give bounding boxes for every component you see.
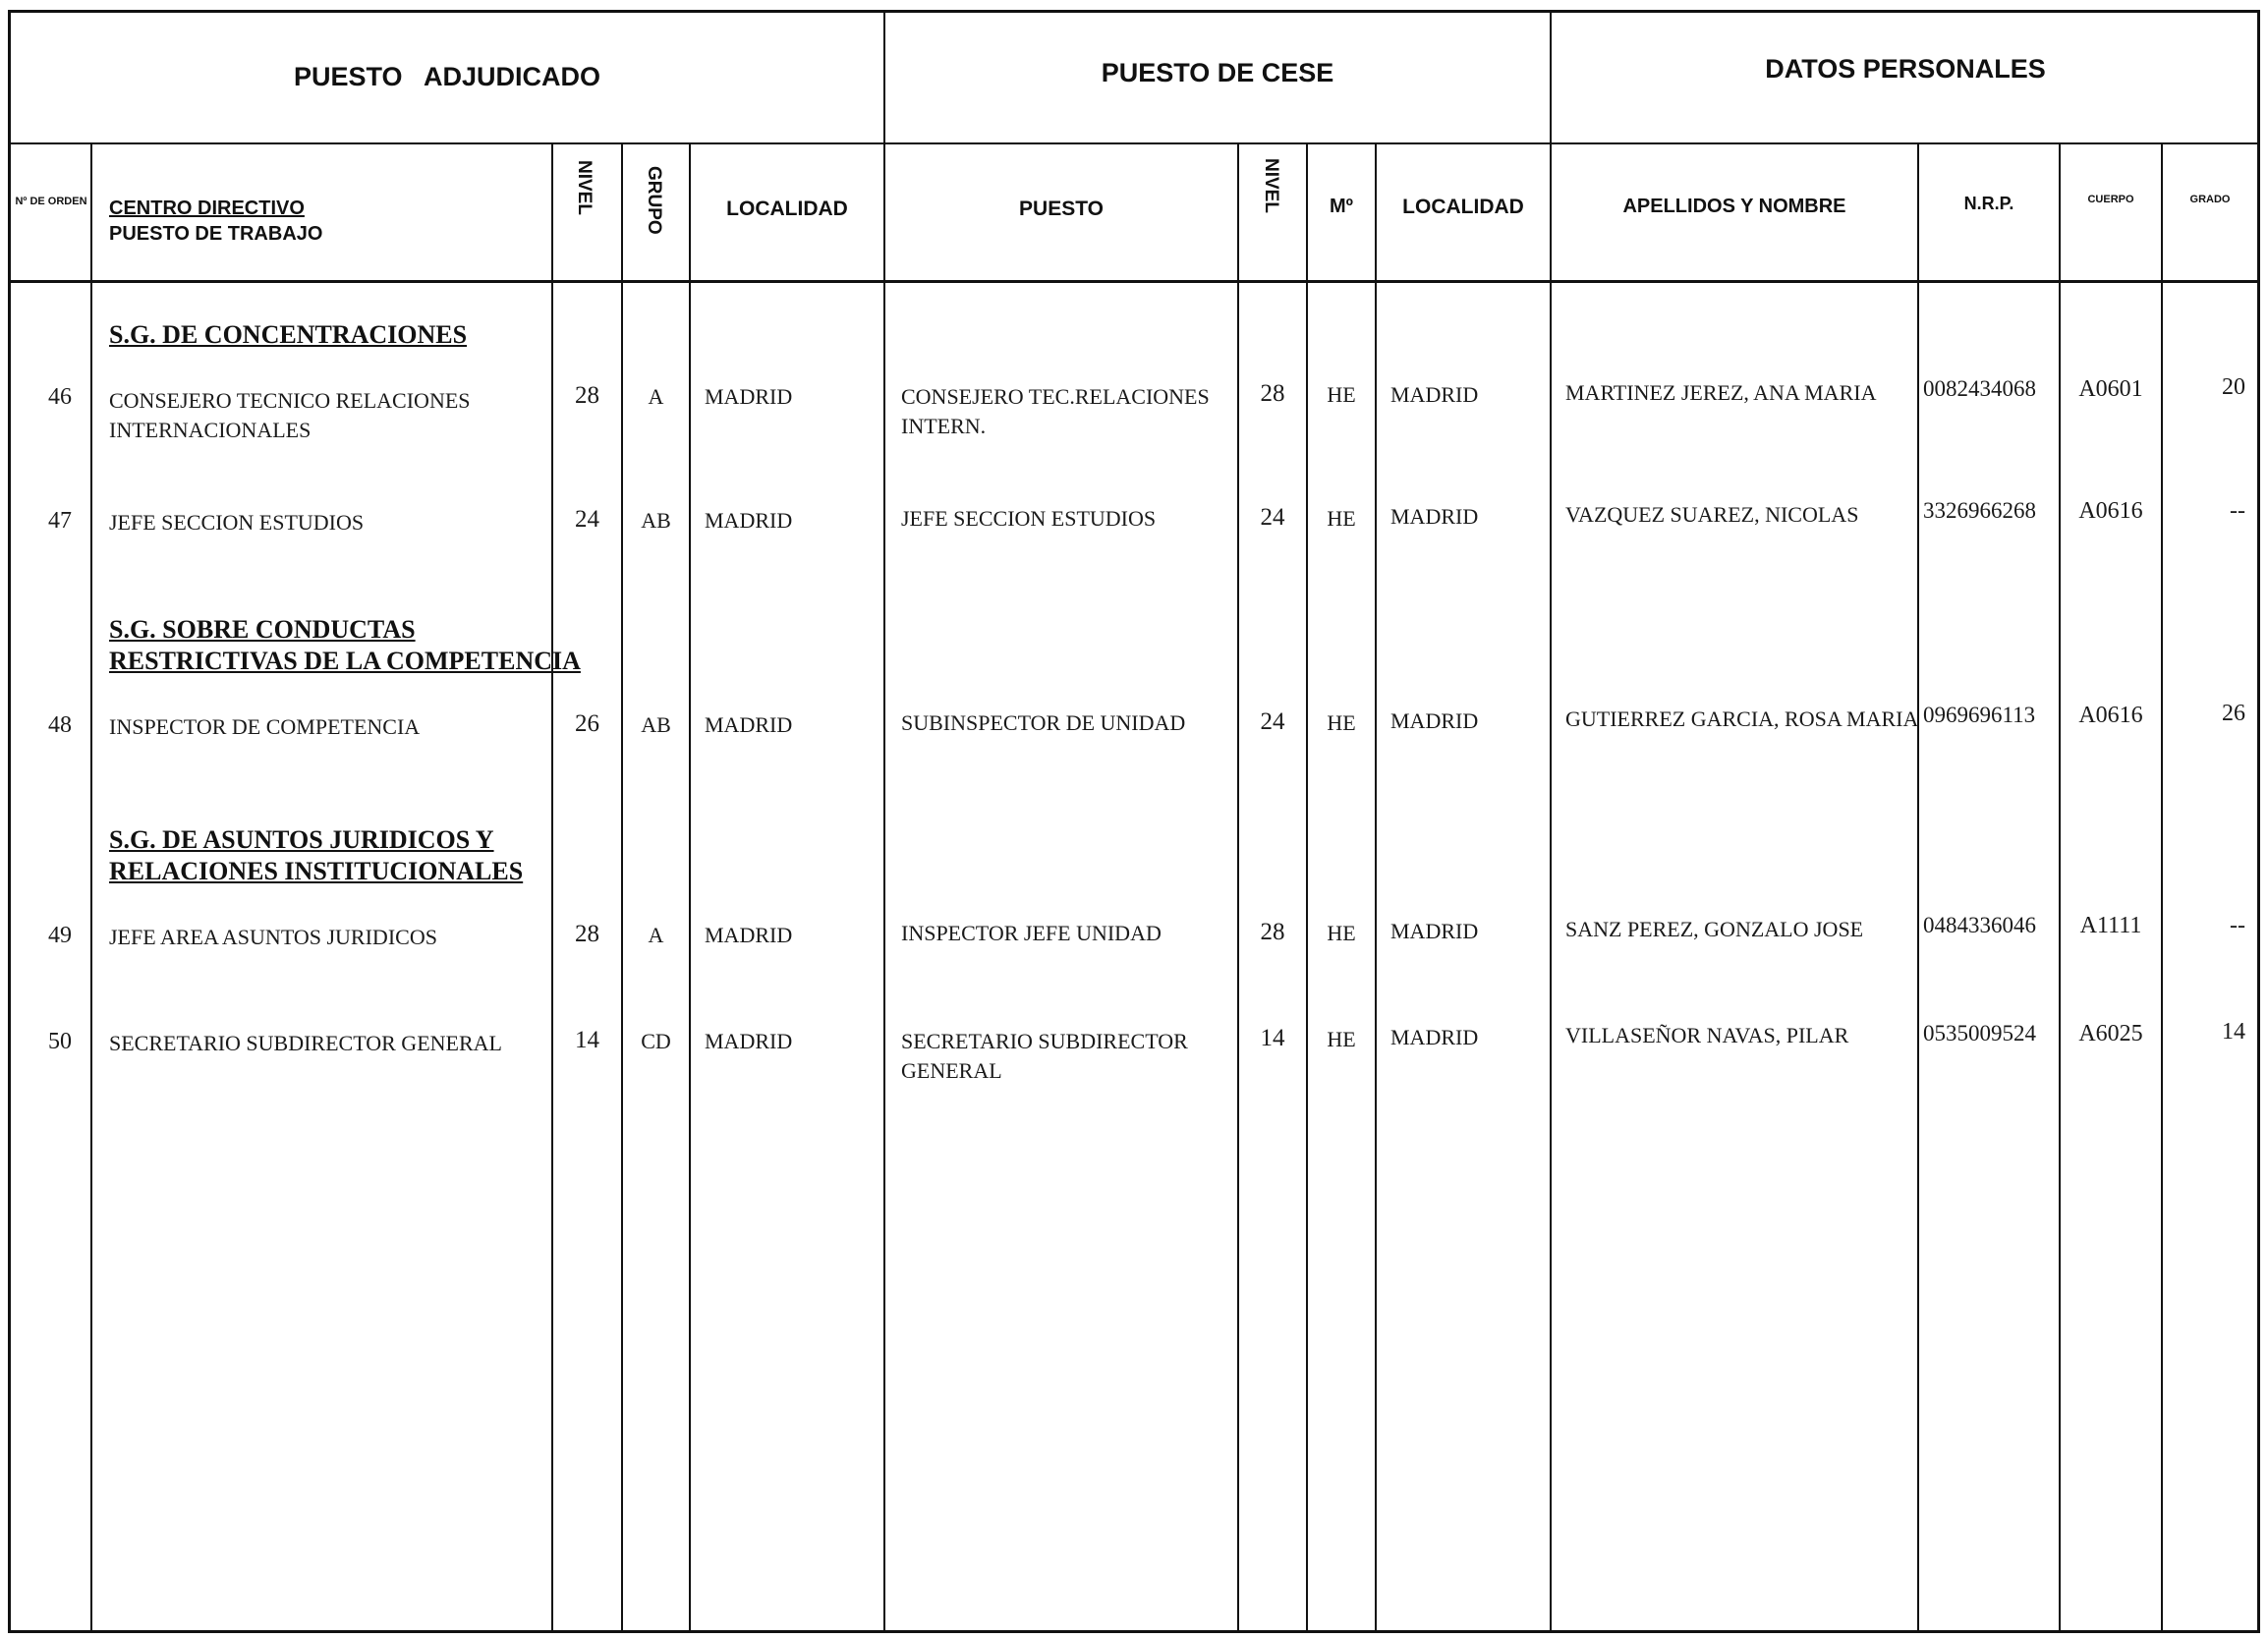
row-puesto-trabajo: INSPECTOR DE COMPETENCIA xyxy=(109,714,421,739)
row-localidad-cese: MADRID xyxy=(1390,1025,1479,1049)
row-orden: 50 xyxy=(48,1029,72,1054)
group-divider xyxy=(1550,13,1552,1630)
row-grupo: A xyxy=(648,384,664,409)
row-mo: HE xyxy=(1327,921,1356,945)
row-grupo: AB xyxy=(641,712,671,737)
row-nivel: 26 xyxy=(575,710,599,737)
row-orden: 48 xyxy=(48,712,72,738)
col-divider xyxy=(1237,144,1239,1630)
row-grado: 26 xyxy=(2222,701,2245,726)
row-mo: HE xyxy=(1327,1027,1356,1051)
col-header-grado: GRADO xyxy=(2189,194,2231,205)
row-nrp: 0082434068 xyxy=(1923,376,2036,401)
group-header-divider xyxy=(11,142,2257,144)
col-divider xyxy=(2161,144,2163,1630)
row-puesto-cese: JEFE SECCION ESTUDIOS xyxy=(901,506,1157,531)
col-header-orden-label: Nº DE ORDEN xyxy=(15,196,87,207)
row-nivel: 28 xyxy=(575,921,599,947)
col-divider xyxy=(551,144,553,1630)
section-heading: S.G. DE ASUNTOS JURIDICOS Y RELACIONES INSTITUCIONALES xyxy=(109,825,524,885)
col-header-cuerpo: CUERPO xyxy=(2087,194,2134,205)
group-header-puesto-adjudicado: PUESTO ADJUDICADO xyxy=(293,62,601,91)
row-puesto-trabajo: JEFE SECCION ESTUDIOS xyxy=(109,510,365,535)
group-divider xyxy=(883,13,885,1630)
col-divider xyxy=(1306,144,1308,1630)
row-cuerpo: A6025 xyxy=(2078,1021,2143,1046)
row-localidad-cese: MADRID xyxy=(1390,382,1479,407)
row-nivel-cese: 28 xyxy=(1260,919,1285,945)
row-localidad: MADRID xyxy=(705,712,793,737)
row-apellidos-nombre: GUTIERREZ GARCIA, ROSA MARIA xyxy=(1565,706,1919,731)
row-localidad: MADRID xyxy=(705,923,793,947)
row-localidad-cese: MADRID xyxy=(1390,919,1479,943)
row-nrp: 0969696113 xyxy=(1923,703,2036,727)
row-orden: 46 xyxy=(48,384,72,410)
row-apellidos-nombre: VAZQUEZ SUAREZ, NICOLAS xyxy=(1565,502,1859,527)
row-cuerpo: A1111 xyxy=(2079,913,2142,938)
row-nivel-cese: 24 xyxy=(1260,708,1285,735)
row-orden: 47 xyxy=(48,508,72,534)
row-grado: -- xyxy=(2230,913,2245,938)
row-nrp: 3326966268 xyxy=(1923,498,2036,523)
row-grupo: CD xyxy=(641,1029,671,1053)
row-apellidos-nombre: SANZ PEREZ, GONZALO JOSE xyxy=(1565,917,1864,941)
col-header-puesto: PUESTO xyxy=(1019,198,1104,220)
row-localidad-cese: MADRID xyxy=(1390,708,1479,733)
row-mo: HE xyxy=(1327,710,1356,735)
col-header-puesto-trabajo: PUESTO DE TRABAJO xyxy=(109,223,323,245)
col-divider xyxy=(90,144,92,1630)
col-divider xyxy=(2059,144,2061,1630)
group-header-puesto-cese: PUESTO DE CESE xyxy=(1101,58,1334,87)
row-grupo: A xyxy=(648,923,664,947)
document-table xyxy=(8,10,2260,1633)
row-localidad: MADRID xyxy=(705,384,793,409)
row-nivel: 24 xyxy=(575,506,599,533)
row-nivel-cese: 24 xyxy=(1260,504,1285,531)
row-mo: HE xyxy=(1327,382,1356,407)
col-header-orden xyxy=(15,196,87,208)
section-heading: S.G. DE CONCENTRACIONES xyxy=(109,320,468,349)
row-nivel-cese: 14 xyxy=(1260,1025,1285,1051)
row-puesto-cese: CONSEJERO TEC.RELACIONES INTERN. xyxy=(901,384,1210,438)
row-puesto-cese: SECRETARIO SUBDIRECTOR GENERAL xyxy=(901,1029,1188,1083)
row-apellidos-nombre: VILLASEÑOR NAVAS, PILAR xyxy=(1565,1023,1849,1047)
row-grado: -- xyxy=(2230,498,2245,524)
row-nrp: 0535009524 xyxy=(1923,1021,2036,1046)
col-header-centro-directivo: CENTRO DIRECTIVO xyxy=(109,198,305,219)
col-header-mo: Mº xyxy=(1330,196,1353,217)
row-mo: HE xyxy=(1327,506,1356,531)
row-grado: 14 xyxy=(2222,1019,2245,1045)
col-divider xyxy=(689,144,691,1630)
col-header-nivel-cese: NIVEL xyxy=(1261,158,1281,213)
row-localidad: MADRID xyxy=(705,1029,793,1053)
row-cuerpo: A0616 xyxy=(2078,703,2143,728)
row-grado: 20 xyxy=(2222,374,2245,400)
group-header-datos-personales: DATOS PERSONALES xyxy=(1765,54,2046,84)
row-grupo: AB xyxy=(641,508,671,533)
row-nivel: 14 xyxy=(575,1027,599,1053)
row-nivel-cese: 28 xyxy=(1260,380,1285,407)
section-heading: S.G. SOBRE CONDUCTAS RESTRICTIVAS DE LA COMPETENCIA xyxy=(109,615,581,675)
row-puesto-trabajo: CONSEJERO TECNICO RELACIONES INTERNACIONALES xyxy=(109,388,471,442)
row-puesto-trabajo: SECRETARIO SUBDIRECTOR GENERAL xyxy=(109,1031,502,1055)
row-apellidos-nombre: MARTINEZ JEREZ, ANA MARIA xyxy=(1565,380,1877,405)
col-header-nrp: N.R.P. xyxy=(1963,194,2014,213)
row-localidad-cese: MADRID xyxy=(1390,504,1479,529)
row-puesto-cese: INSPECTOR JEFE UNIDAD xyxy=(901,921,1162,945)
col-header-nivel: NIVEL xyxy=(574,160,595,215)
col-header-localidad: LOCALIDAD xyxy=(726,198,848,220)
col-header-apellidos-nombre: APELLIDOS Y NOMBRE xyxy=(1622,196,1846,217)
col-divider xyxy=(1917,144,1919,1630)
col-header-grupo: GRUPO xyxy=(644,166,664,235)
row-nrp: 0484336046 xyxy=(1923,913,2036,937)
row-localidad: MADRID xyxy=(705,508,793,533)
col-divider xyxy=(621,144,623,1630)
col-header-localidad-cese: LOCALIDAD xyxy=(1402,196,1524,218)
column-header-divider xyxy=(11,280,2257,283)
row-nivel: 28 xyxy=(575,382,599,409)
row-cuerpo: A0601 xyxy=(2078,376,2143,402)
col-divider xyxy=(1375,144,1377,1630)
row-puesto-cese: SUBINSPECTOR DE UNIDAD xyxy=(901,710,1186,735)
row-cuerpo: A0616 xyxy=(2078,498,2143,524)
row-puesto-trabajo: JEFE AREA ASUNTOS JURIDICOS xyxy=(109,925,437,949)
row-orden: 49 xyxy=(48,923,72,948)
